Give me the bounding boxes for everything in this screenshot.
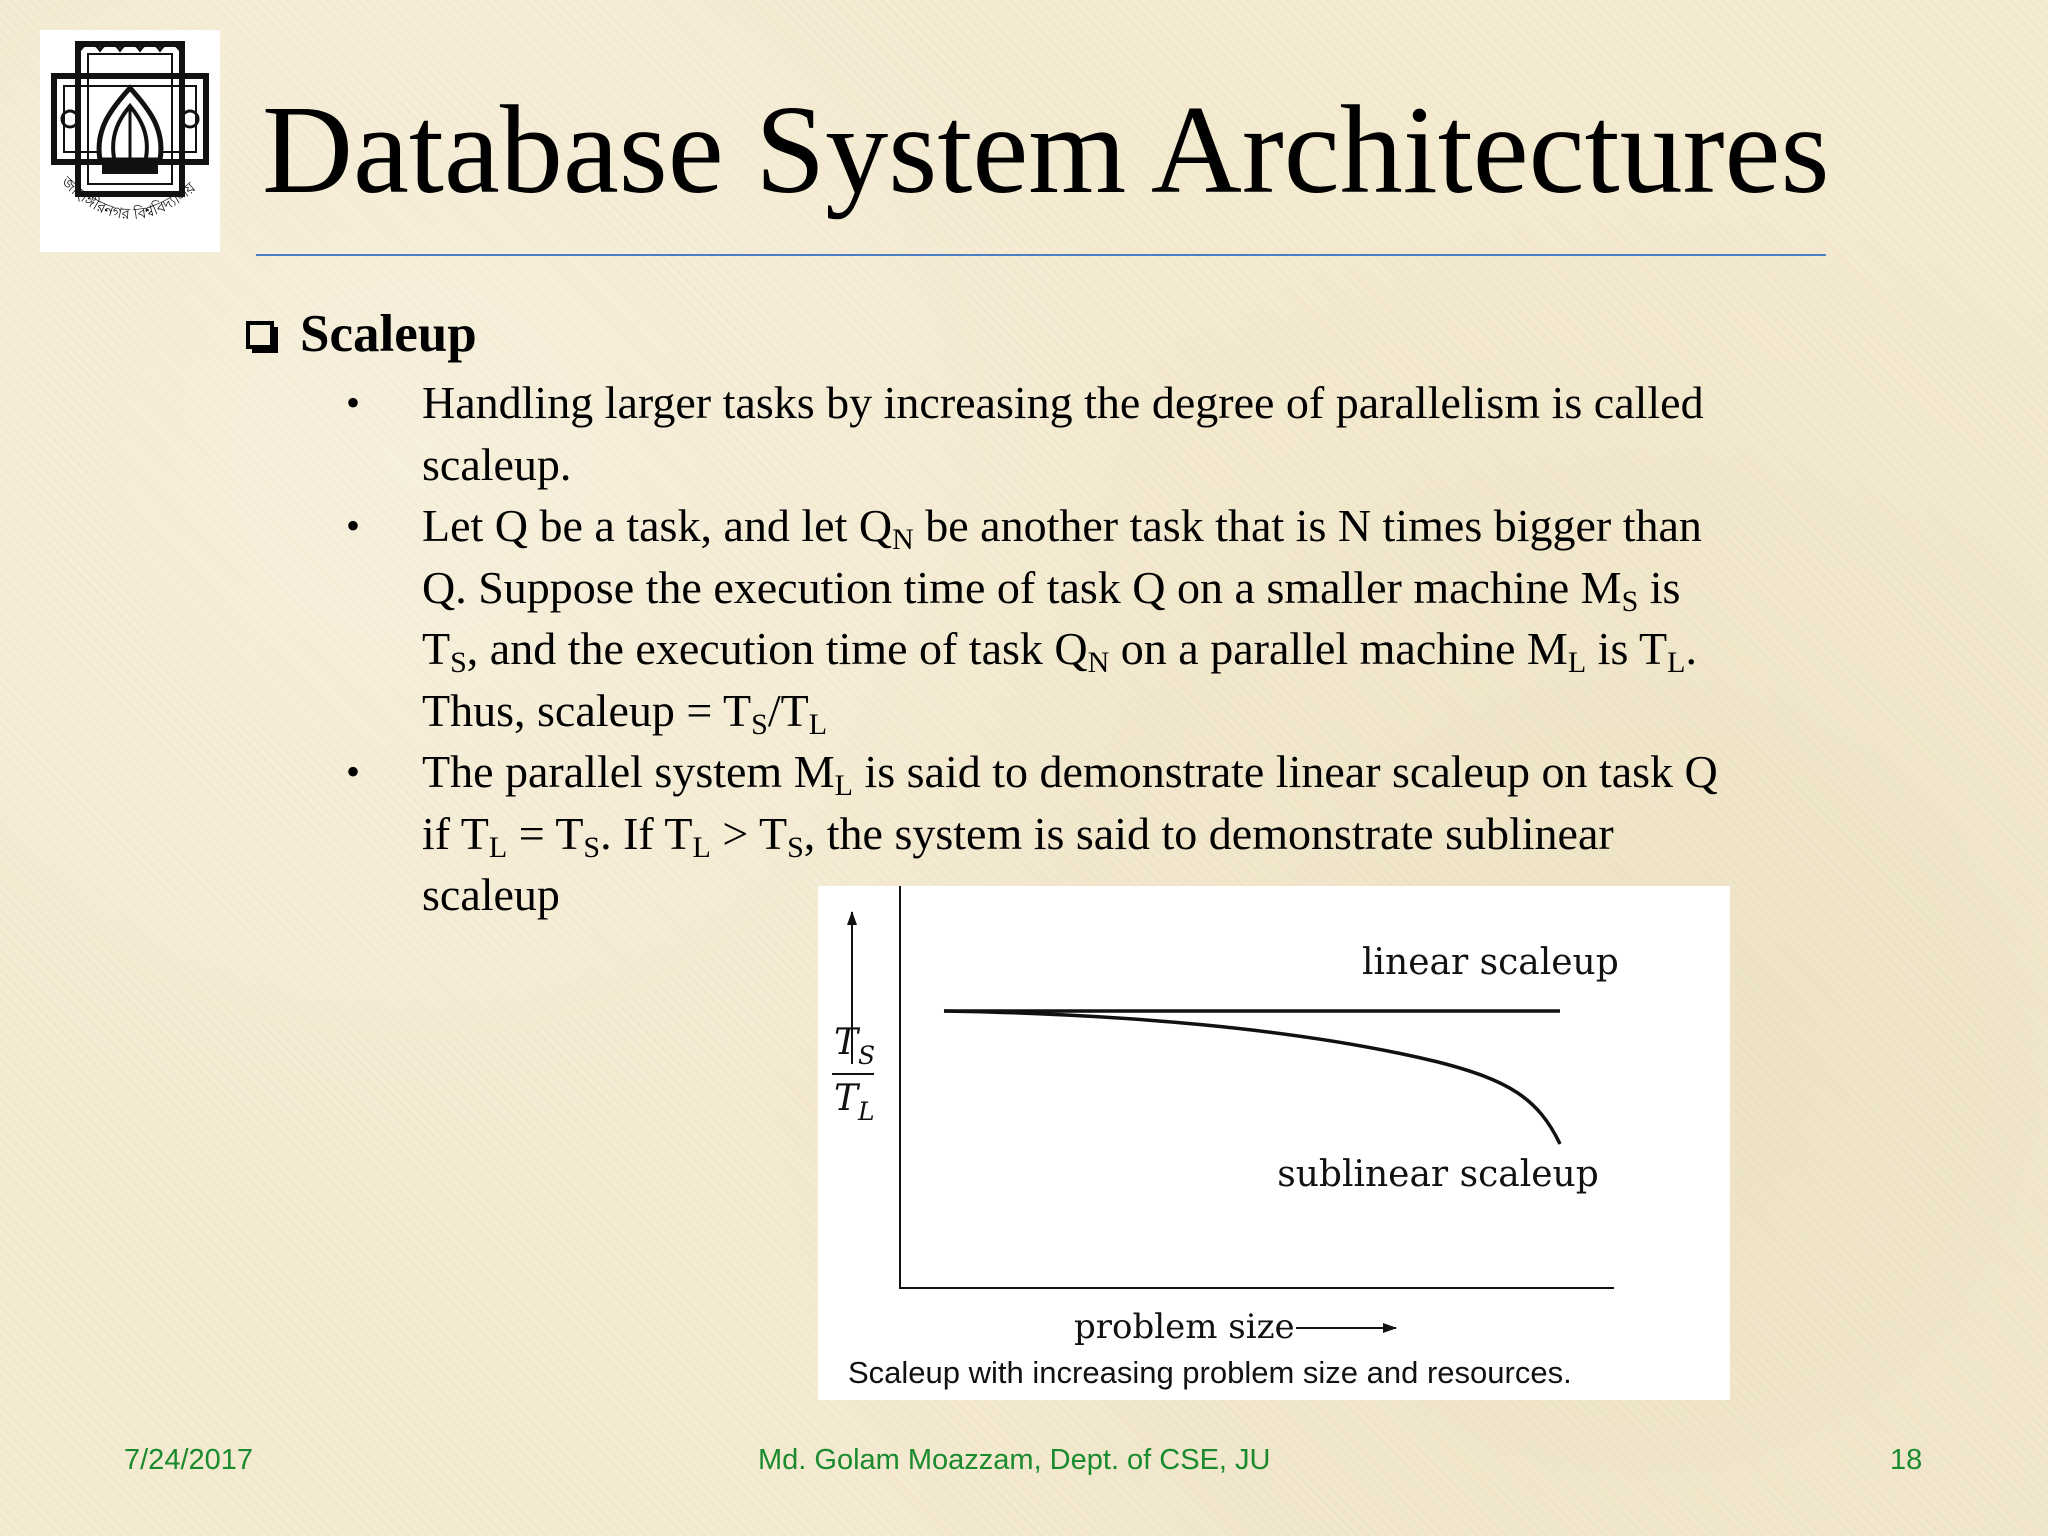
figure-caption: Scaleup with increasing problem size and resources.	[848, 1355, 1572, 1390]
subscript: S	[751, 707, 768, 741]
footer-author: Md. Golam Moazzam, Dept. of CSE, JU	[758, 1444, 1271, 1476]
y-label-denominator: $T_L$	[834, 1078, 875, 1126]
linear-scaleup-label: linear scaleup	[1362, 942, 1619, 983]
title-divider	[256, 254, 1826, 256]
subscript: L	[1667, 646, 1686, 679]
sublinear-scaleup-curve	[944, 1011, 1560, 1144]
footer-page-number: 18	[1890, 1444, 1923, 1476]
y-label-numerator: $T_S$	[834, 1022, 876, 1070]
bullet-item: • Let Q be a task, and let $Q_N$ be another task that is N times bigger than Q. Suppose the execution time of task Q on a smaller machine $M_S$ is $T_S$, and the execution time of task $Q_N$ on a parallel machine $M_L$ is $T_L$. Thus, scaleup = $T_S/T_L$	[346, 495, 1746, 741]
subscript: S	[450, 646, 467, 679]
bullet-dot-icon: •	[346, 749, 361, 794]
subscript: S	[787, 830, 804, 864]
footer-date: 7/24/2017	[124, 1444, 254, 1476]
bullet-dot-icon: •	[346, 380, 361, 425]
slide-title: Database System Architectures	[262, 81, 1830, 220]
bullet-dot-icon: •	[346, 503, 361, 548]
university-logo	[40, 30, 220, 252]
section-title: Scaleup	[300, 305, 477, 363]
scaleup-figure	[818, 886, 1730, 1400]
bullet-list	[346, 372, 1746, 926]
checkbox-bullet-icon	[246, 321, 274, 349]
bullet-item: • Handling larger tasks by increasing the degree of parallelism is called scaleup.	[346, 372, 1746, 495]
subscript: L	[808, 707, 828, 741]
scaleup-diagram	[818, 886, 1730, 1400]
subscript: L	[692, 830, 711, 864]
sublinear-scaleup-label: sublinear scaleup	[1277, 1154, 1599, 1195]
x-axis-label: problem size	[1074, 1307, 1295, 1347]
logo-text: জাহাঙ্গীরনগর বিশ্ববিদ্যালয়	[57, 172, 200, 224]
subscript: L	[488, 830, 508, 864]
subscript: N	[1087, 646, 1110, 679]
logo-emblem-icon	[40, 30, 220, 252]
section-heading	[246, 305, 477, 363]
subscript: N	[892, 523, 914, 556]
subscript: S	[583, 830, 601, 864]
subscript: L	[1567, 646, 1587, 679]
subscript: L	[834, 769, 853, 802]
bullet-item: • The parallel system $M_L$ is said to demonstrate linear scaleup on task Q if $T_L = T_S$. If $T_L > T_S$, the system is said to demonstrate sublinear scaleup	[346, 741, 1746, 926]
subscript: S	[1621, 584, 1639, 618]
